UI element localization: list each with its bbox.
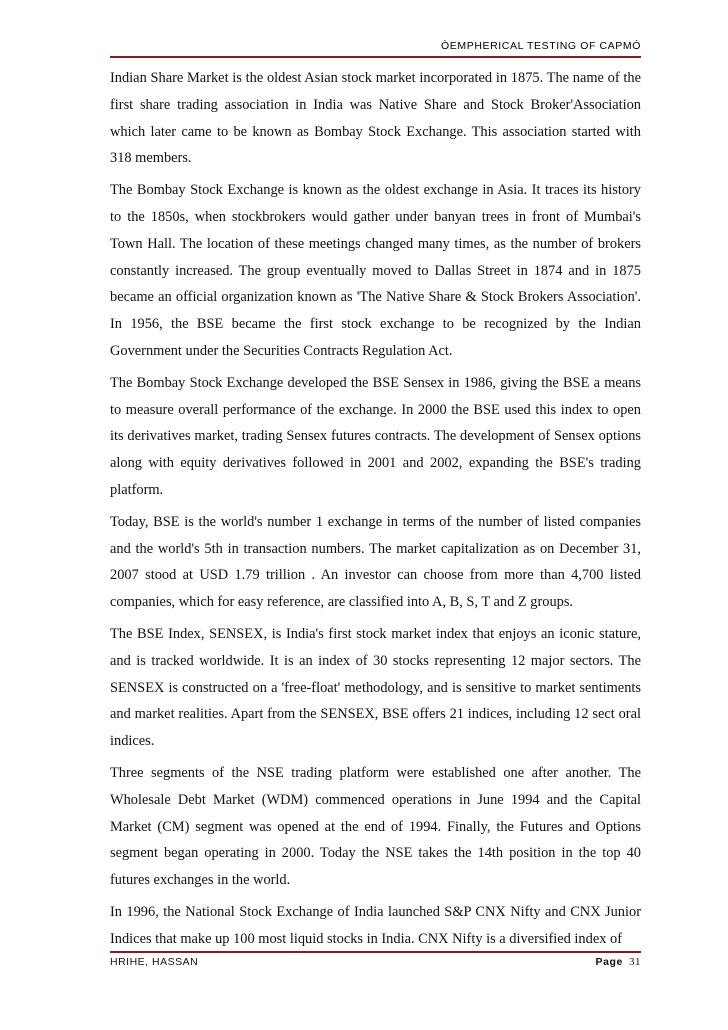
paragraph: The Bombay Stock Exchange developed the BSE Sensex in 1986, giving the BSE a means to measure overall performance of the exchange. In 2000 the BSE used this index to open its derivatives market, trading Sensex futures contracts. The development of Sensex options along with equity derivatives followed in 2001 and 2002, expanding the BSE's trading platform. <box>110 374 641 498</box>
page-indicator <box>596 956 642 968</box>
page-label: Page <box>595 956 623 968</box>
paragraph: Indian Share Market is the oldest Asian stock market incorporated in 1875. The name of the first share trading association in India was Native Share and Stock Broker'Association which later came to be known as Bombay Stock Exchange. This association started with 318 members. <box>110 70 641 167</box>
running-header: ÒEMPHERICAL TESTING OF CAPMÓ <box>441 40 641 52</box>
page-number: 31 <box>629 956 641 968</box>
paragraph: The BSE Index, SENSEX, is India's first stock market index that enjoys an iconic stature, and is tracked worldwide. It is an index of 30 stocks representing 12 major sectors. The SENSEX is constructed on a 'free-float' methodology, and is sensitive to market sentiments and market realities. Apart from the SENSEX, BSE offers 21 indices, including 12 sect oral indices. <box>110 625 641 750</box>
footer-author: HRIHE, HASSAN <box>110 956 199 968</box>
paragraph: Today, BSE is the world's number 1 exchange in terms of the number of listed companies and the world's 5th in transaction numbers. The market capitalization as on December 31, 2007 stood at USD 1.79 trillion . An investor can choose from more than 4,700 listed companies, which for easy reference, are classified into A, B, S, T and Z groups. <box>110 513 641 611</box>
footer-rule <box>110 951 641 953</box>
paragraph: In 1996, the National Stock Exchange of India launched S&P CNX Nifty and CNX Junior Indices that make up 100 most liquid stocks in India. CNX Nifty is a diversified index of <box>110 903 641 947</box>
paragraph: The Bombay Stock Exchange is known as the oldest exchange in Asia. It traces its history to the 1850s, when stockbrokers would gather under banyan trees in front of Mumbai's Town Hall. The location of these meetings changed many times, as the number of brokers constantly increased. The group eventually moved to Dallas Street in 1874 and in 1875 became an official organization known as 'The Native Share & Stock Brokers Association'. In 1956, the BSE became the first stock exchange to be recognized by the Indian Government under the Securities Contracts Regulation Act. <box>110 182 641 359</box>
header-rule <box>110 56 641 58</box>
body-text <box>110 65 641 958</box>
paragraph: Three segments of the NSE trading platform were established one after another. The Wholesale Debt Market (WDM) commenced operations in June 1994 and the Capital Market (CM) segment was opened at the end of 1994. Finally, the Futures and Options segment began operating in 2000. Today the NSE takes the 14th position in the top 40 futures exchanges in the world. <box>110 764 641 889</box>
